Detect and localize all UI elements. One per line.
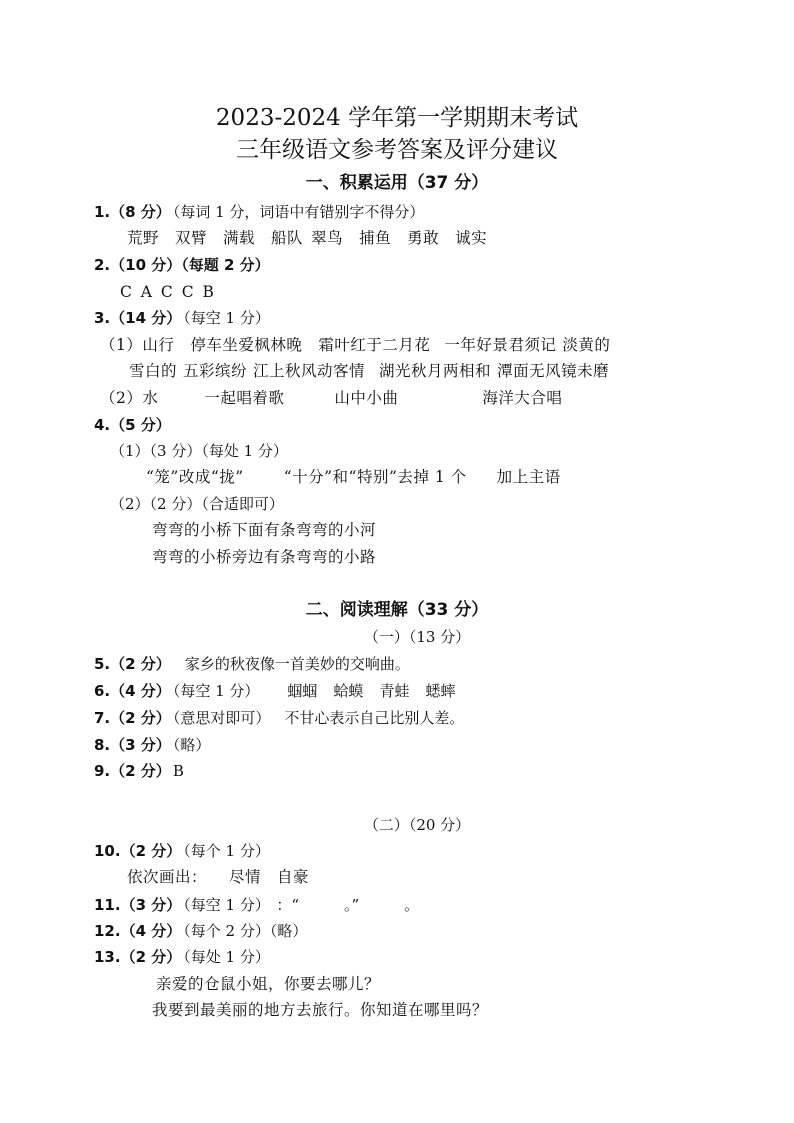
q1-answer: 捕鱼 (359, 229, 392, 247)
q1-answer: 船队 (271, 229, 304, 247)
q11-note: （每空 1 分） (183, 896, 263, 914)
q1-note: （每词 1 分，词语中有错别字不得分） (172, 203, 425, 221)
q10-number: 10. (94, 842, 121, 860)
q3-answer: 淡黄的 (562, 336, 611, 354)
q9-points: （2 分） (110, 762, 171, 780)
q13-answer2: 我要到最美丽的地方去旅行。你知道在哪里吗？ (152, 1001, 489, 1019)
q13-points: （2 分） (120, 948, 182, 966)
q1-points: （8 分） (110, 203, 171, 221)
q10-answer: 自豪 (277, 868, 310, 886)
q11-number: 11. (94, 896, 121, 914)
part1-points: （13 分） (408, 628, 471, 646)
q12-number: 12. (94, 922, 121, 940)
q3-answer: （1）山行 (100, 336, 175, 354)
q6-line (94, 681, 455, 701)
q6-note: （每空 1 分） (172, 682, 260, 700)
q4-answer: “笼”改成“拢” (146, 468, 244, 486)
q3-part1-row1 (100, 334, 610, 356)
section2-part1-heading (0, 627, 794, 647)
q3-number: 3. (94, 309, 111, 327)
q10-points: （2 分） (120, 842, 182, 860)
q12-points: （4 分） (120, 922, 182, 940)
q4-sub1-label: （1）（3 分）（每处 1 分） (110, 442, 288, 460)
q3-answer: 五彩缤纷 (183, 362, 248, 380)
q4-number: 4. (94, 416, 111, 434)
q1-number: 1. (94, 203, 111, 221)
q9-answer: B (172, 762, 184, 780)
q3-answer: 雪白的 (129, 362, 178, 380)
q8-line (94, 735, 210, 755)
q10-header (94, 841, 270, 861)
q3-answer: 山中小曲 (334, 389, 399, 407)
q3-part1-row2 (129, 360, 609, 382)
q10-answer: 尽情 (229, 868, 262, 886)
q4-answer: “十分”和“特别”去掉 1 个 (283, 468, 467, 486)
q4-sub2-answer2: 弯弯的小桥旁边有条弯弯的小路 (152, 548, 377, 566)
q1-answer: 荒野 (127, 229, 160, 247)
q3-answer: 一起唱着歌 (204, 389, 285, 407)
q13-header (94, 947, 270, 967)
q5-line (94, 654, 410, 674)
q4-points: （5 分） (110, 416, 171, 434)
q6-answer: 蝈蝈 (287, 682, 318, 700)
section2-heading: 二、阅读理解（33 分） (305, 600, 489, 620)
q8-number: 8. (94, 736, 111, 754)
q7-line (94, 708, 464, 728)
q1-answer: 勇敢 (407, 229, 440, 247)
q8-note: （略） (172, 736, 211, 754)
q1-answers (127, 227, 487, 249)
q7-points: （2 分） (110, 709, 171, 727)
q5-number: 5. (94, 655, 111, 673)
q3-header (94, 308, 270, 328)
q3-part2 (100, 387, 562, 409)
q3-answer: 霜叶红于二月花 (318, 336, 431, 354)
q4-sub2-answer1: 弯弯的小桥下面有条弯弯的小河 (152, 521, 377, 539)
q10-answers (127, 866, 309, 888)
q5-answer: 家乡的秋夜像一首美妙的交响曲。 (184, 655, 410, 673)
q3-points: （14 分） (110, 309, 182, 327)
q13-answer1: 亲爱的仓鼠小姐，你要去哪儿？ (156, 975, 381, 993)
q1-answer: 满载 (223, 229, 256, 247)
q9-number: 9. (94, 762, 111, 780)
q11-answer: ：“ 。” 。 (276, 896, 420, 914)
q13-note: （每处 1 分） (183, 948, 270, 966)
q3-answer: 湖光秋月两相和 (379, 362, 492, 380)
q11-points: （3 分） (120, 896, 182, 914)
q10-note: （每个 1 分） (183, 842, 270, 860)
q3-answer: 江上秋风动客情 (253, 362, 366, 380)
q6-answer: 蟋蟀 (425, 682, 456, 700)
q1-answer: 诚实 (455, 229, 488, 247)
q2-header (94, 255, 270, 275)
q3-answer: 潭面无风镜未磨 (497, 362, 610, 380)
q7-answer: 不甘心表示自己比别人差。 (284, 709, 465, 727)
q1-header (94, 202, 424, 222)
q2-number: 2. (94, 256, 111, 274)
q4-sub2-label: （2）（2 分）（合适即可） (110, 495, 284, 513)
q2-points: （10 分）（每题 2 分） (110, 256, 270, 274)
q3-answer: （2）水 (100, 389, 159, 407)
q7-number: 7. (94, 709, 111, 727)
q3-answer: 海洋大合唱 (482, 389, 563, 407)
q3-answer: 停车坐爱枫林晚 (190, 336, 303, 354)
q6-points: （4 分） (110, 682, 171, 700)
q9-line (94, 761, 184, 781)
q1-answer: 双臂 (175, 229, 208, 247)
section2-part2-heading (0, 815, 794, 835)
q7-note: （意思对即可） (172, 709, 271, 727)
q6-answer: 青蛙 (379, 682, 410, 700)
q11-line (94, 895, 419, 915)
q2-answer: C A C C B (120, 283, 216, 301)
q12-line (94, 921, 307, 941)
q10-lead: 依次画出： (127, 868, 208, 886)
part2-label: （二） (363, 816, 409, 834)
q5-points: （2 分） (110, 655, 171, 673)
q8-points: （3 分） (110, 736, 171, 754)
q4-header (94, 415, 171, 435)
exam-subtitle: 三年级语文参考答案及评分建议 (236, 137, 558, 163)
q12-note: （每个 2 分）（略） (183, 922, 308, 940)
section1-heading: 一、积累运用（37 分） (305, 173, 489, 193)
q1-answer: 翠鸟 (311, 229, 344, 247)
q4-answer: 加上主语 (496, 468, 561, 486)
q13-number: 13. (94, 948, 121, 966)
q3-answer: 一年好景君须记 (444, 336, 557, 354)
q6-answer: 蛤蟆 (333, 682, 364, 700)
q6-number: 6. (94, 682, 111, 700)
exam-title: 2023-2024 学年第一学期期末考试 (215, 105, 579, 131)
q4-sub1-answers (146, 466, 561, 488)
part1-label: （一） (363, 628, 409, 646)
q3-note: （每空 1 分） (183, 309, 270, 327)
part2-points: （20 分） (408, 816, 471, 834)
